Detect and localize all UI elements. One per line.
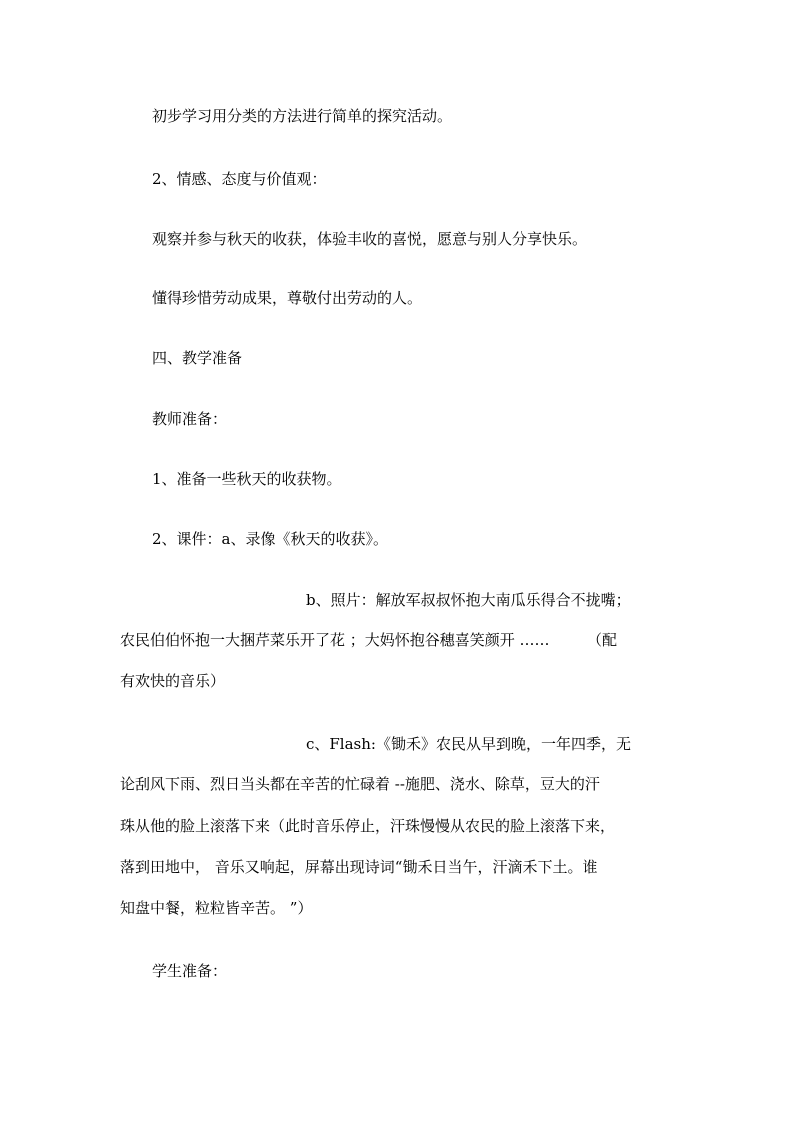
heading-emotion-attitude-values: 2、情感、态度与价值观： (152, 170, 327, 188)
heading-student-preparation: 学生准备： (152, 962, 228, 980)
courseware-flash-line-2: 论刮风下雨、烈日当头都在辛苦的忙碌着 --施肥、浇水、除草，豆大的汗 (120, 775, 600, 793)
heading-teaching-preparation: 四、教学准备 (152, 349, 243, 367)
courseware-flash-line-1: c、Flash:《锄禾》农民从早到晚，一年四季，无 (306, 735, 631, 753)
list-item-harvest-objects: 1、准备一些秋天的收获物。 (152, 470, 342, 488)
courseware-photos-line-3: 有欢快的音乐） (120, 672, 226, 690)
courseware-flash-line-4: 落到田地中， 音乐又响起，屏幕出现诗词“锄禾日当午，汗滴禾下土。谁 (120, 858, 598, 876)
courseware-photos-line-2: 农民伯伯怀抱一大捆芹菜乐开了花 ；大妈怀抱谷穗喜笑颜开 …… （配 (120, 631, 618, 649)
paragraph-cherish-labor: 懂得珍惜劳动成果，尊敬付出劳动的人。 (152, 289, 423, 307)
paragraph-observe-harvest: 观察并参与秋天的收获，体验丰收的喜悦，愿意与别人分享快乐。 (152, 230, 588, 248)
list-item-courseware-video: 2、课件：a、录像《秋天的收获》。 (152, 530, 388, 548)
heading-teacher-preparation: 教师准备： (152, 410, 228, 428)
courseware-flash-line-3: 珠从他的脸上滚落下来（此时音乐停止，汗珠慢慢从农民的脸上滚落下来， (120, 817, 616, 835)
courseware-flash-line-5: 知盘中餐，粒粒皆辛苦。 ”） (120, 899, 313, 917)
paragraph-objective-classification: 初步学习用分类的方法进行简单的探究活动。 (152, 107, 453, 125)
courseware-photos-line-1: b、照片：解放军叔叔怀抱大南瓜乐得合不拢嘴； (306, 591, 631, 609)
